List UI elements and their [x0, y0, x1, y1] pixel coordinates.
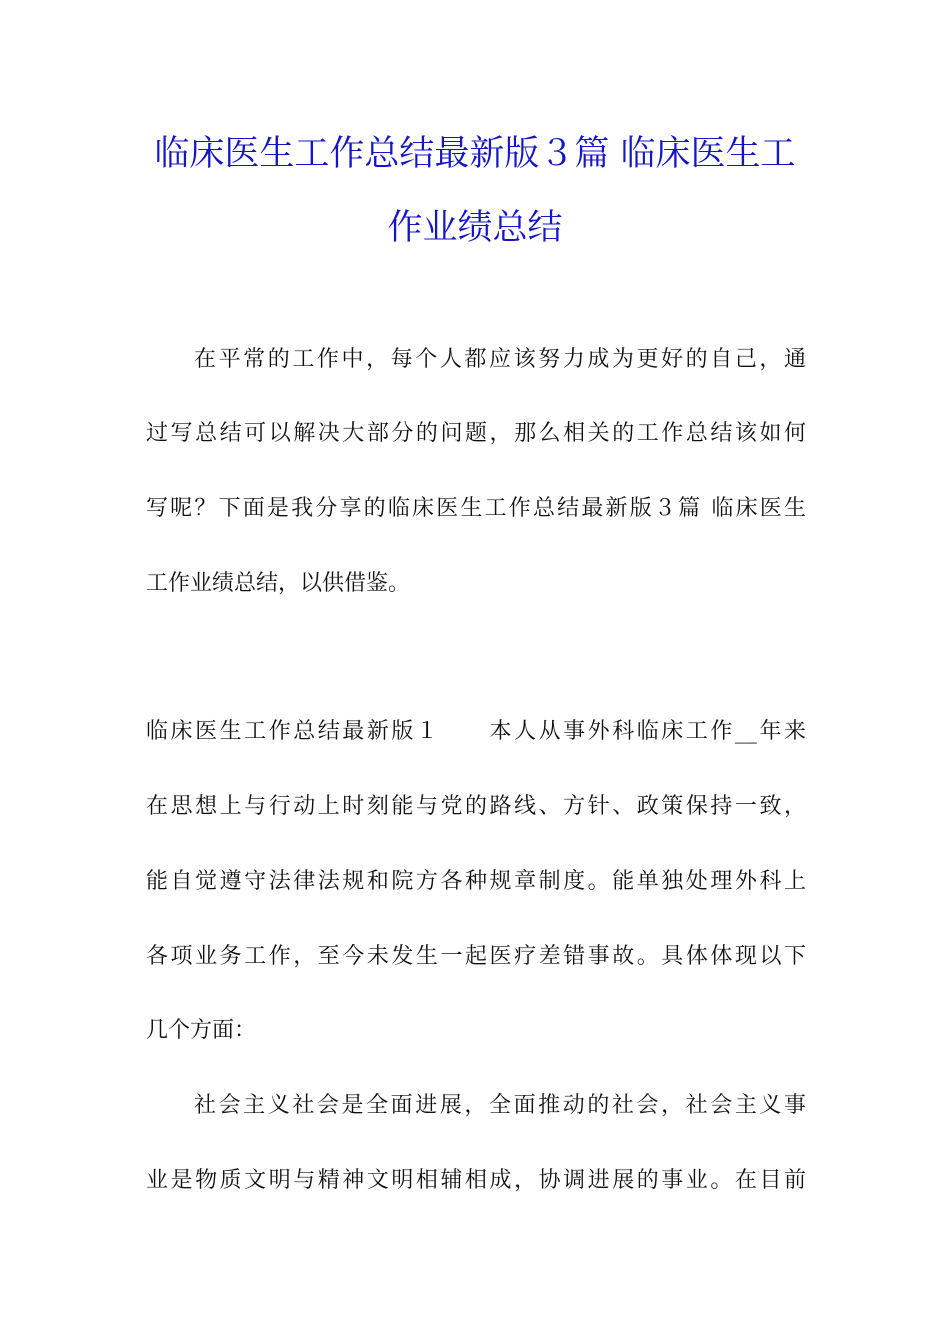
- intro-line-2: 过写总结可以解决大部分的问题，那么相关的工作总结该如何: [146, 421, 806, 446]
- section2-line-2: 业是物质文明与精神文明相辅相成，协调进展的事业。在目前: [146, 1168, 806, 1193]
- section1-line-5: 几个方面：: [146, 1018, 257, 1043]
- section1-line-4: 各项业务工作，至今未发生一起医疗差错事故。具体体现以下: [146, 944, 806, 969]
- intro-line-1: 在平常的工作中，每个人都应该努力成为更好的自己，通: [194, 347, 806, 372]
- section1-line-1: 临床医生工作总结最新版１ 本人从事外科临床工作__年来: [146, 719, 806, 744]
- document-title-line-1: 临床医生工作总结最新版３篇 临床医生工: [154, 134, 796, 174]
- intro-line-4: 工作业绩总结，以供借鉴。: [146, 571, 411, 596]
- document-title-line-2: 作业绩总结: [387, 208, 563, 248]
- section1-line-2: 在思想上与行动上时刻能与党的路线、方针、政策保持一致，: [146, 794, 806, 819]
- section2-line-1: 社会主义社会是全面进展，全面推动的社会，社会主义事: [194, 1093, 806, 1118]
- section1-line-3: 能自觉遵守法律法规和院方各种规章制度。能单独处理外科上: [146, 869, 806, 894]
- intro-line-3: 写呢？下面是我分享的临床医生工作总结最新版３篇 临床医生: [146, 496, 806, 521]
